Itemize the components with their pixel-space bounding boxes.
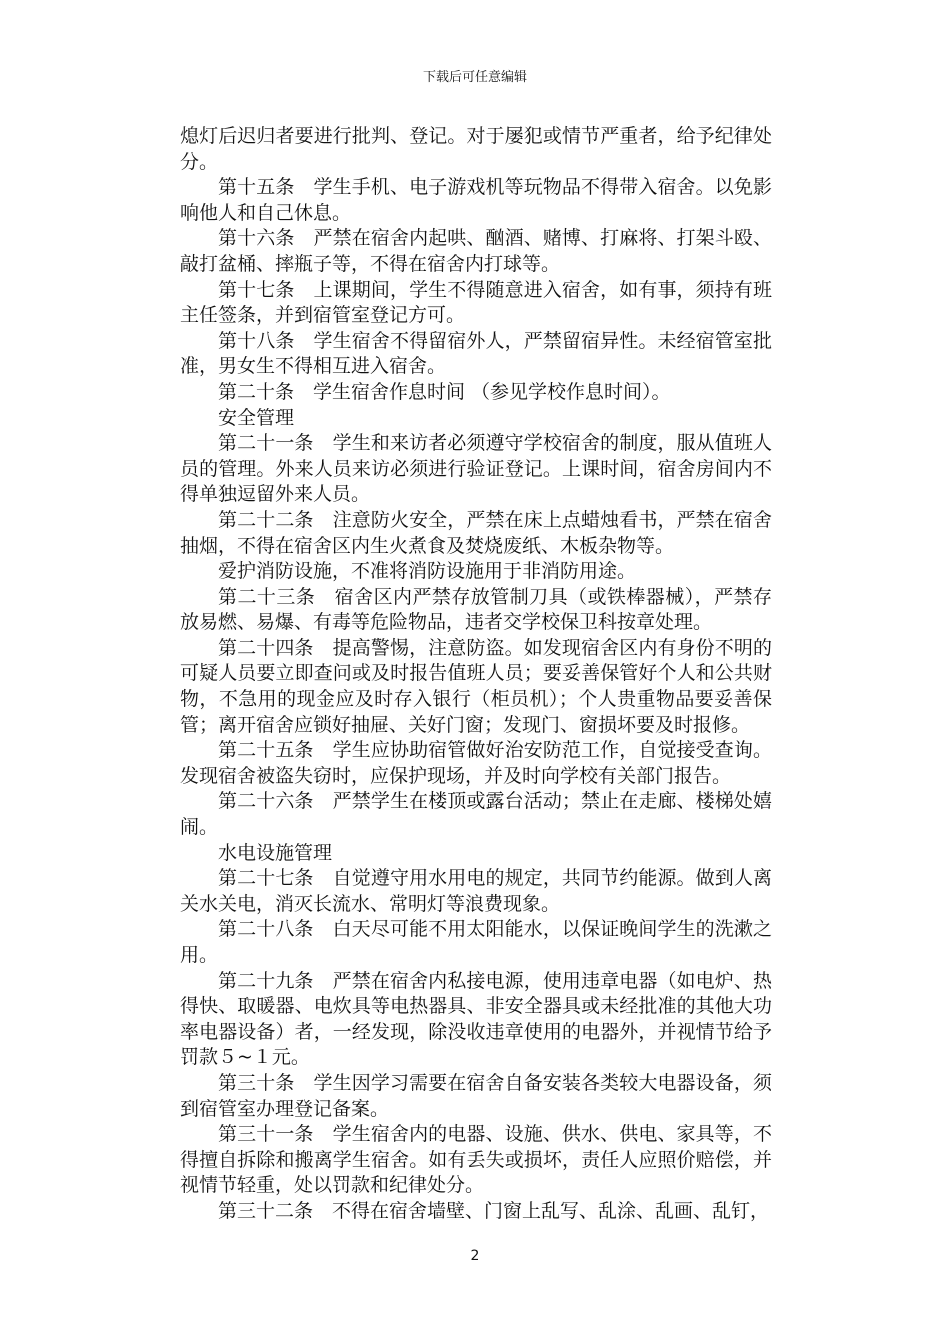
paragraph: 第十七条 上课期间，学生不得随意进入宿舍，如有事，须持有班主任签条，并到宿管室登记方可。 [180, 278, 772, 327]
paragraph: 第三十二条 不得在宿舍墙壁、门窗上乱写、乱涂、乱画、乱钉， [218, 1199, 770, 1222]
paragraph: 爱护消防设施，不准将消防设施用于非消防用途。 [218, 560, 637, 583]
paragraph: 第十八条 学生宿舍不得留宿外人，严禁留宿异性。未经宿管室批准，男女生不得相互进入宿舍。 [180, 329, 772, 378]
section-heading: 水电设施管理 [218, 841, 333, 864]
paragraph: 第二十四条 提高警惕，注意防盗。如发现宿舍区内有身份不明的可疑人员要立即查问或及时报告值班人员；要妥善保管好个人和公共财物，不急用的现金应及时存入银行（柜员机）；个人贵重物品要妥善保管；离开宿舍应锁好抽屉、关好门窗；发现门、窗损坏要及时报修。 [180, 636, 772, 736]
paragraph: 第二十条 学生宿舍作息时间 （参见学校作息时间）。 [218, 380, 671, 403]
paragraph: 第二十七条 自觉遵守用水用电的规定，共同节约能源。做到人离关水关电，消灭长流水、常明灯等浪费现象。 [180, 867, 772, 915]
page-header: 下载后可任意编辑 [422, 70, 527, 85]
paragraph: 第三十一条 学生宿舍内的电器、设施、供水、供电、家具等，不得擅自拆除和搬离学生宿舍。如有丢失或损坏，责任人应照价赔偿，并视情节轻重，处以罚款和纪律处分。 [180, 1123, 772, 1197]
paragraph: 第二十八条 白天尽可能不用太阳能水，以保证晚间学生的洗漱之用。 [180, 918, 772, 966]
paragraph: 第二十二条 注意防火安全，严禁在床上点蜡烛看书，严禁在宿舍抽烟，不得在宿舍区内生火煮食及焚烧废纸、木板杂物等。 [180, 508, 772, 557]
document-body [180, 124, 772, 1225]
paragraph: 第二十九条 严禁在宿舍内私接电源，使用违章电器（如电炉、热得快、取暖器、电炊具等电热器具、非安全器具或未经批准的其他大功率电器设备）者，一经发现，除没收违章使用的电器外，并视情节给予罚款５~１元。 [180, 969, 772, 1069]
paragraph: 第三十条 学生因学习需要在宿舍自备安装各类较大电器设备，须到宿管室办理登记备案。 [180, 1071, 772, 1120]
section-heading: 安全管理 [218, 406, 295, 429]
paragraph: 第二十一条 学生和来访者必须遵守学校宿舍的制度，服从值班人员的管理。外来人员来访必须进行验证登记。上课时间，宿舍房间内不得单独逗留外来人员。 [180, 432, 772, 506]
paragraph: 第二十六条 严禁学生在楼顶或露台活动；禁止在走廊、楼梯处嬉闹。 [180, 790, 772, 839]
page-number: 2 [470, 1248, 480, 1264]
paragraph: 第二十五条 学生应协助宿管做好治安防范工作，自觉接受查询。发现宿舍被盗失窃时，应保护现场，并及时向学校有关部门报告。 [180, 739, 772, 787]
paragraph: 第十六条 严禁在宿舍内起哄、酗酒、赌博、打麻将、打架斗殴、敲打盆桶、摔瓶子等，不得在宿舍内打球等。 [180, 227, 772, 275]
paragraph: 第十五条 学生手机、电子游戏机等玩物品不得带入宿舍。以免影响他人和自己休息。 [180, 176, 772, 224]
paragraph: 熄灯后迟归者要进行批判、登记。对于屡犯或情节严重者，给予纪律处分。 [180, 125, 772, 173]
paragraph: 第二十三条 宿舍区内严禁存放管制刀具（或铁棒器械），严禁存放易燃、易爆、有毒等危险物品，违者交学校保卫科按章处理。 [180, 585, 772, 634]
